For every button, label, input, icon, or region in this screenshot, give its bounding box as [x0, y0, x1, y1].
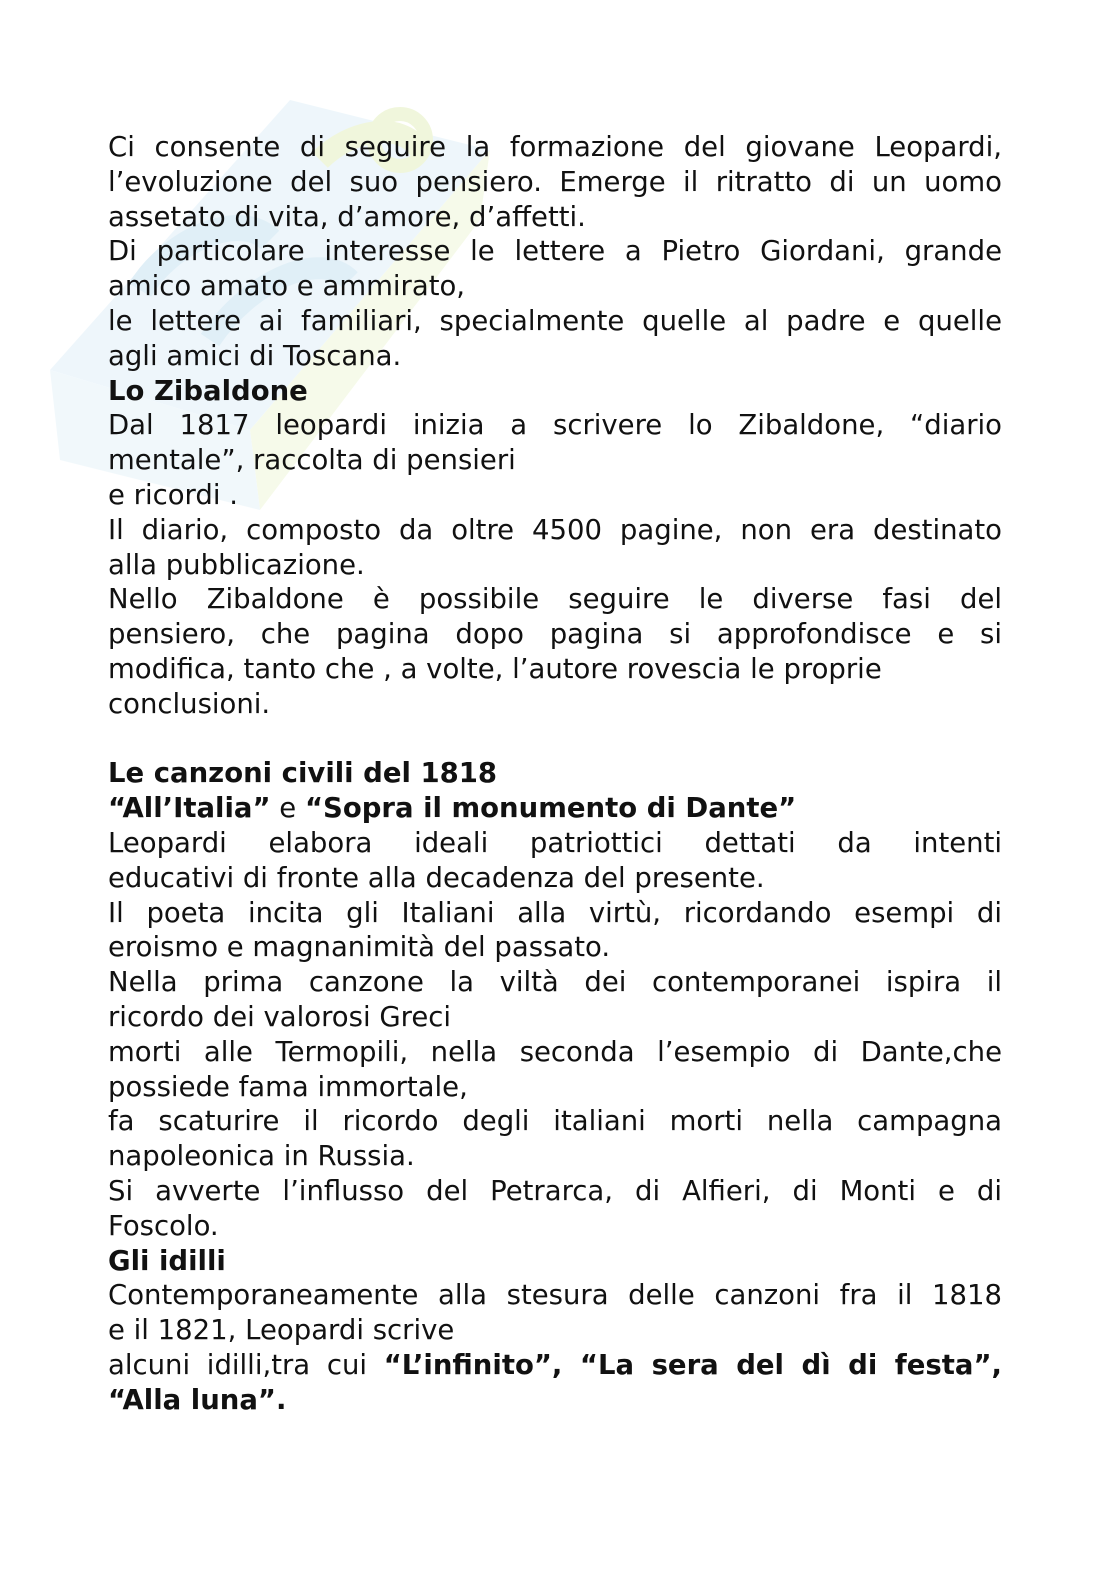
text-line: possiede fama immortale, — [108, 1070, 468, 1103]
text-line: Foscolo. — [108, 1209, 219, 1242]
text-line: alla pubblicazione. — [108, 548, 365, 581]
text-run: alcuni idilli,tra cui — [108, 1348, 384, 1381]
paragraph-influssi — [108, 1174, 1002, 1244]
text-line: mentale”, raccolta di pensieri — [108, 444, 516, 477]
paragraph-diario — [108, 513, 1002, 583]
text-line: Il diario, composto da oltre 4500 pagine, non era destinato — [108, 513, 1002, 546]
heading-canzoni-civili: Le canzoni civili del 1818 — [108, 757, 498, 790]
text-line: Dal 1817 leopardi inizia a scrivere lo Zibaldone, “diario — [108, 409, 1002, 442]
paragraph-corrispondenza — [108, 130, 1002, 234]
paragraph-ideali-patriottici — [108, 826, 1002, 896]
text-line: amico amato e ammirato, — [108, 270, 466, 303]
text-line: napoleonica in Russia. — [108, 1140, 415, 1173]
text-line: modifica, tanto che , a volte, l’autore rovescia le proprie — [108, 652, 882, 685]
conjunction-text: e — [270, 792, 305, 825]
text-line: Si avverte l’influsso del Petrarca, di Alfieri, di Monti e di — [108, 1174, 1002, 1207]
document-body — [108, 130, 1002, 1417]
paragraph-virtu — [108, 896, 1002, 966]
text-line: e il 1821, Leopardi scrive — [108, 1314, 455, 1347]
text-line: Il poeta incita gli Italiani alla virtù, ricordando esempi di — [108, 896, 1002, 929]
subheading-canzoni-titles — [108, 791, 1002, 826]
text-line: assetato di vita, d’amore, d’affetti. — [108, 200, 586, 233]
heading-zibaldone: Lo Zibaldone — [108, 374, 308, 407]
text-line — [108, 1348, 1002, 1383]
paragraph-campagna-russia — [108, 1104, 1002, 1174]
titles-idilli: “L’infinito”, “La sera del dì di festa”, — [383, 1348, 1002, 1381]
paragraph-giordani — [108, 234, 1002, 304]
text-line: Nella prima canzone la viltà dei contemporanei ispira il — [108, 966, 1002, 999]
blank-line — [108, 722, 1002, 757]
text-line: le lettere ai familiari, specialmente quelle al padre e quelle — [108, 304, 1002, 337]
text-line: conclusioni. — [108, 687, 271, 720]
paragraph-idilli-titoli — [108, 1348, 1002, 1418]
paragraph-termopili — [108, 1035, 1002, 1105]
title-all-italia: “All’Italia” — [108, 792, 271, 825]
heading-idilli: Gli idilli — [108, 1244, 226, 1277]
text-line: Leopardi elabora ideali patriottici dettati da intenti — [108, 826, 1002, 859]
text-line: Contemporaneamente alla stesura delle canzoni fra il 1818 — [108, 1279, 1002, 1312]
paragraph-idilli-intro — [108, 1278, 1002, 1348]
text-line: morti alle Termopili, nella seconda l’esempio di Dante,che — [108, 1035, 1002, 1068]
text-line: eroismo e magnanimità del passato. — [108, 931, 611, 964]
text-line: agli amici di Toscana. — [108, 339, 402, 372]
paragraph-prima-canzone — [108, 965, 1002, 1035]
paragraph-zibaldone-intro — [108, 408, 1002, 478]
text-line: l’evoluzione del suo pensiero. Emerge il ritratto di un uomo — [108, 165, 1002, 198]
text-line: Di particolare interesse le lettere a Pietro Giordani, grande — [108, 235, 1002, 268]
title-alla-luna: “Alla luna”. — [108, 1383, 287, 1416]
text-line: Ci consente di seguire la formazione del giovane Leopardi, — [108, 131, 1002, 163]
text-line: Nello Zibaldone è possibile seguire le diverse fasi del — [108, 583, 1002, 616]
paragraph-fasi-pensiero — [108, 582, 1002, 721]
text-line: fa scaturire il ricordo degli italiani morti nella campagna — [108, 1105, 1002, 1138]
title-monumento-dante: “Sopra il monumento di Dante” — [304, 792, 797, 825]
text-line: pensiero, che pagina dopo pagina si approfondisce e si — [108, 618, 1002, 651]
paragraph-familiari — [108, 304, 1002, 374]
paragraph-ricordi: e ricordi . — [108, 478, 238, 511]
text-line: ricordo dei valorosi Greci — [108, 1000, 452, 1033]
text-line: educativi di fronte alla decadenza del presente. — [108, 861, 765, 894]
